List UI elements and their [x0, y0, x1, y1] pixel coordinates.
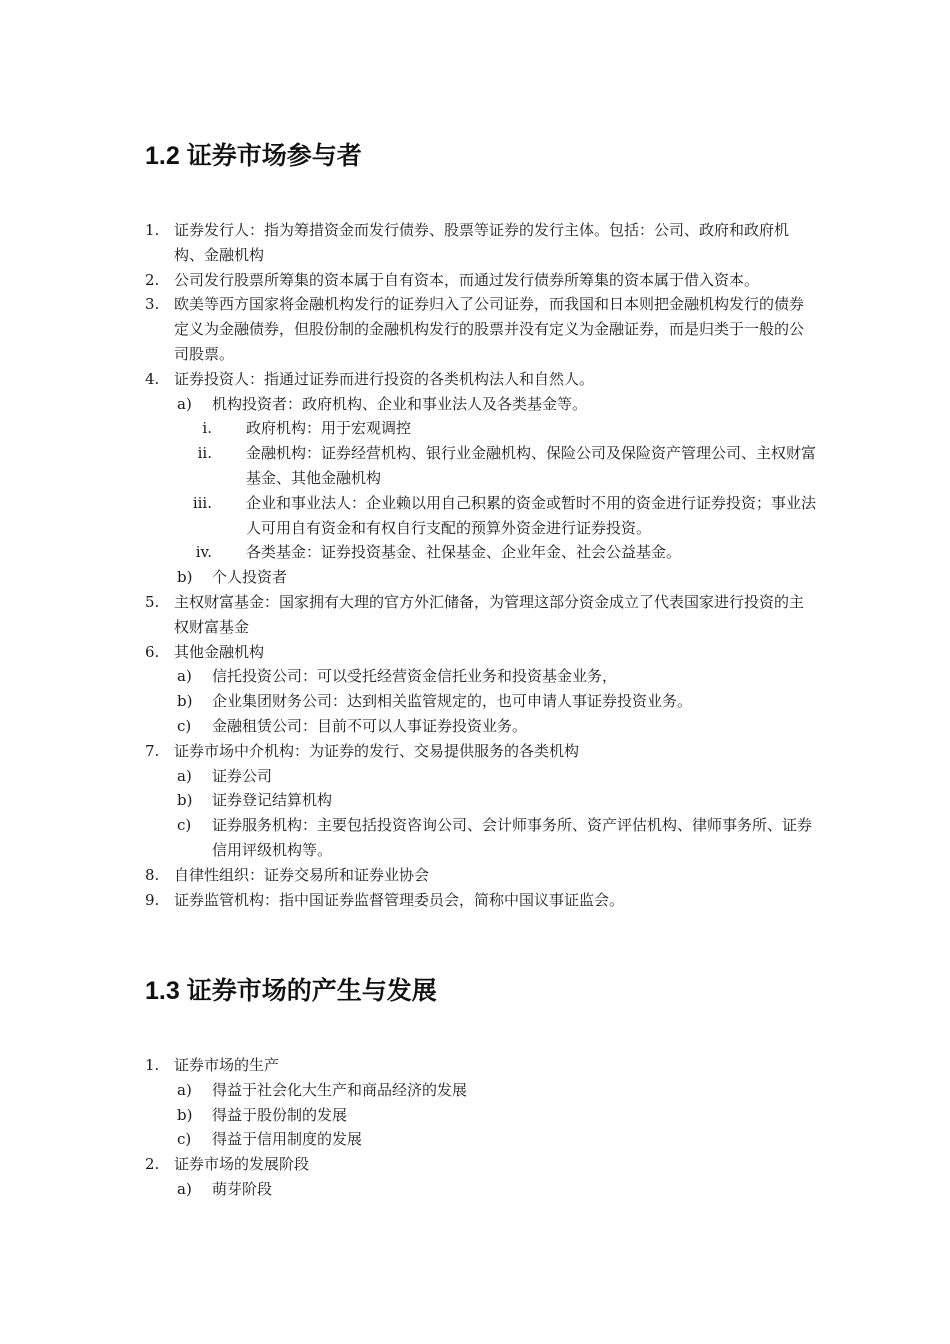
list-item: [0, 1127, 950, 1152]
list-item-text: 得益于社会化大生产和商品经济的发展: [212, 1080, 468, 1099]
list-item: [0, 764, 950, 789]
list-marker: 7.: [145, 741, 160, 760]
list-marker: iv.: [195, 543, 212, 562]
list-item: [0, 1078, 950, 1103]
list-marker: ii.: [197, 444, 212, 463]
list-item: [0, 540, 950, 565]
list-marker: a): [177, 1080, 192, 1099]
list-item-text: 证券公司: [212, 766, 273, 785]
section-title-1-2: 1.2 证券市场参与者: [145, 142, 362, 170]
list-item: [0, 416, 950, 441]
list-marker: b): [177, 791, 193, 810]
list-item-text: 自律性组织：证券交易所和证券业协会: [174, 865, 430, 884]
list-marker: 3.: [145, 295, 160, 314]
list-item: [0, 392, 950, 417]
list-item: [0, 565, 950, 590]
list-item: [0, 739, 950, 764]
list-item: [0, 491, 950, 541]
list-marker: c): [177, 716, 192, 735]
list-item: [0, 590, 950, 640]
list-item-text: 得益于信用制度的发展: [212, 1130, 363, 1149]
list-marker: 1.: [145, 1056, 160, 1074]
list-marker: 6.: [145, 642, 160, 661]
list-marker: b): [177, 568, 193, 587]
list-item: [0, 441, 950, 491]
list-item: [0, 1177, 950, 1202]
list-item-text: 得益于股份制的发展: [212, 1105, 348, 1124]
list-item-text: 企业集团财务公司：达到相关监管规定的，也可申请人事证券投资业务。: [212, 692, 693, 711]
list-marker: c): [177, 816, 192, 835]
list-marker: i.: [202, 419, 212, 438]
list-item: [0, 268, 950, 293]
list-item-text: 证券服务机构：主要包括投资咨询公司、会计师事务所、资产评估机构、律师事务所、证券信用评级机构等。: [212, 816, 813, 859]
list-item-text: 信托投资公司：可以受托经营资金信托业务和投资基金业务，: [212, 667, 618, 686]
list-item-text: 证券登记结算机构: [212, 791, 333, 810]
list-marker: 5.: [145, 592, 160, 611]
list-marker: a): [177, 766, 192, 785]
list-item: [0, 640, 950, 665]
list-item: [0, 714, 950, 739]
list-item-text: 金融租赁公司：目前不可以人事证券投资业务。: [212, 716, 528, 735]
list-marker: 8.: [145, 865, 160, 884]
list-marker: iii.: [192, 493, 212, 512]
list-marker: 2.: [145, 270, 160, 289]
list-item-text: 各类基金：证券投资基金、社保基金、企业年金、社会公益基金。: [246, 543, 682, 562]
list-item-text: 金融机构：证券经营机构、银行业金融机构、保险公司及保险资产管理公司、主权财富基金、其他金融机构: [246, 444, 817, 487]
list-marker: a): [177, 1179, 192, 1198]
section-title-1-3: 1.3 证券市场的产生与发展: [145, 977, 437, 1005]
list-item-text: 其他金融机构: [174, 642, 265, 661]
list-marker: a): [177, 667, 192, 686]
list-item-text: 机构投资者：政府机构、企业和事业法人及各类基金等。: [212, 394, 588, 413]
list-item: [0, 1053, 950, 1078]
list-item-text: 萌芽阶段: [212, 1179, 273, 1198]
list-marker: c): [177, 1130, 192, 1149]
list-item-text: 证券市场中介机构：为证券的发行、交易提供服务的各类机构: [174, 741, 580, 760]
development-list: [0, 1053, 950, 1202]
list-item: [0, 813, 950, 863]
list-marker: b): [177, 692, 193, 711]
list-marker: 1.: [145, 221, 160, 239]
list-marker: 2.: [145, 1155, 160, 1174]
list-item: [0, 367, 950, 392]
list-item: [0, 292, 950, 366]
list-item: [0, 863, 950, 888]
list-item-text: 证券监管机构：指中国证券监督管理委员会，简称中国议事证监会。: [174, 890, 625, 909]
list-marker: b): [177, 1105, 193, 1124]
list-item-text: 公司发行股票所筹集的资本属于自有资本，而通过发行债券所筹集的资本属于借入资本。: [174, 270, 760, 289]
list-item: [0, 689, 950, 714]
participants-list: [0, 218, 950, 912]
list-item-text: 证券市场的生产: [174, 1056, 280, 1074]
list-item: [0, 788, 950, 813]
list-item-text: 证券发行人：指为筹措资金而发行债券、股票等证券的发行主体。包括：公司、政府和政府机构、金融机构: [174, 221, 790, 264]
list-item-text: 证券投资人：指通过证券而进行投资的各类机构法人和自然人。: [174, 369, 595, 388]
list-item: [0, 664, 950, 689]
list-item: [0, 218, 950, 268]
list-marker: 4.: [145, 369, 160, 388]
list-item-text: 企业和事业法人：企业赖以用自己积累的资金或暂时不用的资金进行证券投资；事业法人可用自有资金和有权自行支配的预算外资金进行证券投资。: [246, 493, 817, 537]
list-item-text: 政府机构：用于宏观调控: [246, 419, 412, 438]
list-item-text: 欧美等西方国家将金融机构发行的证券归入了公司证券，而我国和日本则把金融机构发行的债券定义为金融债券，但股份制的金融机构发行的股票并没有定义为金融证券，而是归类于一般的公司股票。: [174, 295, 805, 363]
list-item-text: 个人投资者: [212, 568, 288, 587]
list-marker: 9.: [145, 890, 160, 909]
list-item-text: 证券市场的发展阶段: [174, 1155, 310, 1174]
list-item-text: 主权财富基金：国家拥有大理的官方外汇储备，为管理这部分资金成立了代表国家进行投资的主权财富基金: [174, 592, 805, 636]
list-item: [0, 1103, 950, 1128]
list-marker: a): [177, 394, 192, 413]
list-item: [0, 888, 950, 913]
list-item: [0, 1152, 950, 1177]
